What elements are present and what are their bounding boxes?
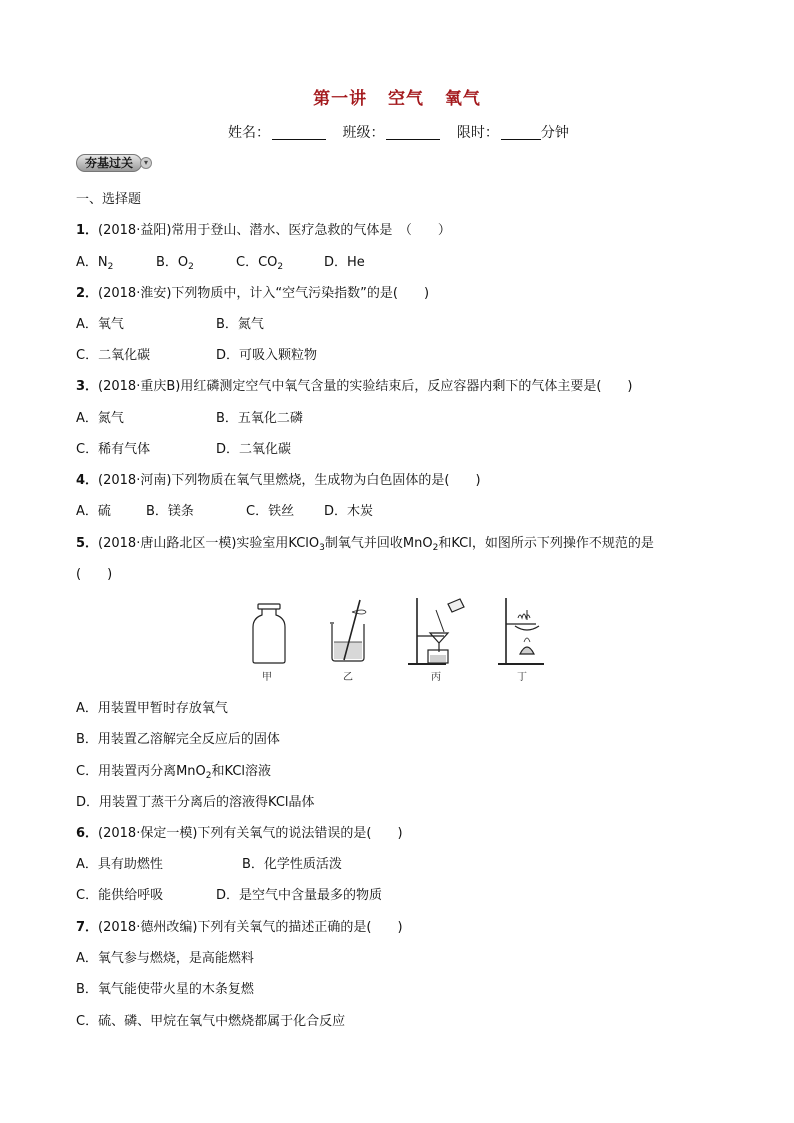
filtration-setup-icon [408,598,464,664]
question-text: (2018·德州改编)下列有关氧气的描述正确的是( ) [98,920,403,935]
question-5-stem: 5．(2018·唐山路北区一模)实验室用KClO$_3$制氧气并回收MnO$_2$和KCl，如图所示下列操作不规范的是 [76,536,654,553]
question-3-stem [76,375,632,394]
time-blank[interactable] [501,125,541,140]
option-a: A．具有助燃性 [76,857,163,872]
page-title [0,84,794,109]
figure-label-bing: 丙 [431,672,441,683]
question-7-option-a: A．氧气参与燃烧，是高能燃料 [76,951,254,966]
question-number: 1． [76,223,99,238]
question-3-options-row2 [76,438,291,457]
question-number: 3． [76,379,99,394]
question-number: 2． [76,286,99,301]
student-info-row [228,122,569,142]
option-c: C．稀有气体 [76,442,151,457]
option-c: C．能供给呼吸 [76,888,164,903]
question-7-option-b: B．氧气能使带火星的木条复燃 [76,982,254,997]
question-2-options-row1 [76,313,264,332]
title-part-lecture: 第一讲 [313,89,368,109]
option-d: D．He [324,255,365,270]
evaporation-setup-icon [498,598,544,664]
question-3-options-row1 [76,407,303,426]
question-text: (2018·保定一模)下列有关氧气的说法错误的是( ) [98,826,403,841]
name-blank[interactable] [272,125,326,140]
question-number: 5． [76,536,99,551]
question-text: (2018·益阳)常用于登山、潜水、医疗急救的气体是 （ ） [98,223,451,238]
question-6-options-row2 [76,884,382,903]
title-part-oxygen: 氧气 [444,89,481,109]
option-a: A．氧气 [76,317,124,332]
question-number: 7． [76,920,99,935]
question-7-stem [76,916,403,935]
time-label: 限时： [456,125,499,141]
question-text: (2018·河南)下列物质在氧气里燃烧，生成物为白色固体的是( ) [98,473,481,488]
question-number: 4． [76,473,99,488]
section-badge [76,154,152,172]
title-part-air: 空气 [388,89,424,109]
option-c: C．$CO_2$ [236,255,284,272]
question-5-stem-cont: ( ) [76,567,113,582]
option-d: D．木炭 [324,504,374,519]
figure-label-ding: 丁 [517,672,527,683]
question-5-option-d: D．用装置丁蒸干分离后的溶液得KCl晶体 [76,795,315,810]
option-b: B．化学性质活泼 [242,857,342,872]
class-label: 班级： [342,125,385,141]
down-arrow-icon: ▾ [140,157,152,169]
question-5-option-b: B．用装置乙溶解完全反应后的固体 [76,732,280,747]
option-b: B．五氧化二磷 [216,411,303,426]
figure-label-jia: 甲 [262,672,272,683]
option-c: C．二氧化碳 [76,348,151,363]
option-b: B．$O_2$ [156,255,194,272]
question-4-options [76,500,373,519]
gas-jar-icon [253,604,285,663]
question-5-option-a: A．用装置甲暂时存放氧气 [76,701,228,716]
question-text: (2018·淮安)下列物质中，计入“空气污染指数”的是( ) [98,286,430,301]
apparatus-figure [240,592,560,684]
option-a: A．氮气 [76,411,124,426]
question-1-options [76,251,365,270]
question-5-option-c: C．用装置丙分离MnO$_2$和KCl溶液 [76,764,272,781]
question-2-options-row2 [76,344,317,363]
question-6-options-row1 [76,853,342,872]
question-number: 6． [76,826,99,841]
question-6-stem [76,822,403,841]
option-d: D．可吸入颗粒物 [216,348,318,363]
option-a: A．$N_2$ [76,255,114,272]
time-unit: 分钟 [540,125,569,141]
option-a: A．硫 [76,504,111,519]
option-b: B．氮气 [216,317,264,332]
question-7-option-c: C．硫、磷、甲烷在氧气中燃烧都属于化合反应 [76,1014,346,1029]
option-d: D．是空气中含量最多的物质 [216,888,383,903]
question-2-stem [76,282,429,301]
section-heading: 一、选择题 [76,192,142,207]
section-badge-label: 夯基过关 [76,154,142,172]
question-1-stem [76,219,451,238]
question-4-stem [76,469,481,488]
class-blank[interactable] [386,125,440,140]
beaker-icon [330,600,366,661]
option-c: C．铁丝 [246,504,295,519]
option-d: D．二氧化碳 [216,442,292,457]
question-text: (2018·重庆B)用红磷测定空气中氧气含量的实验结束后，反应容器内剩下的气体主要是( ) [98,379,633,394]
option-b: B．镁条 [146,504,194,519]
figure-label-yi: 乙 [343,672,353,683]
name-label: 姓名： [228,125,270,141]
